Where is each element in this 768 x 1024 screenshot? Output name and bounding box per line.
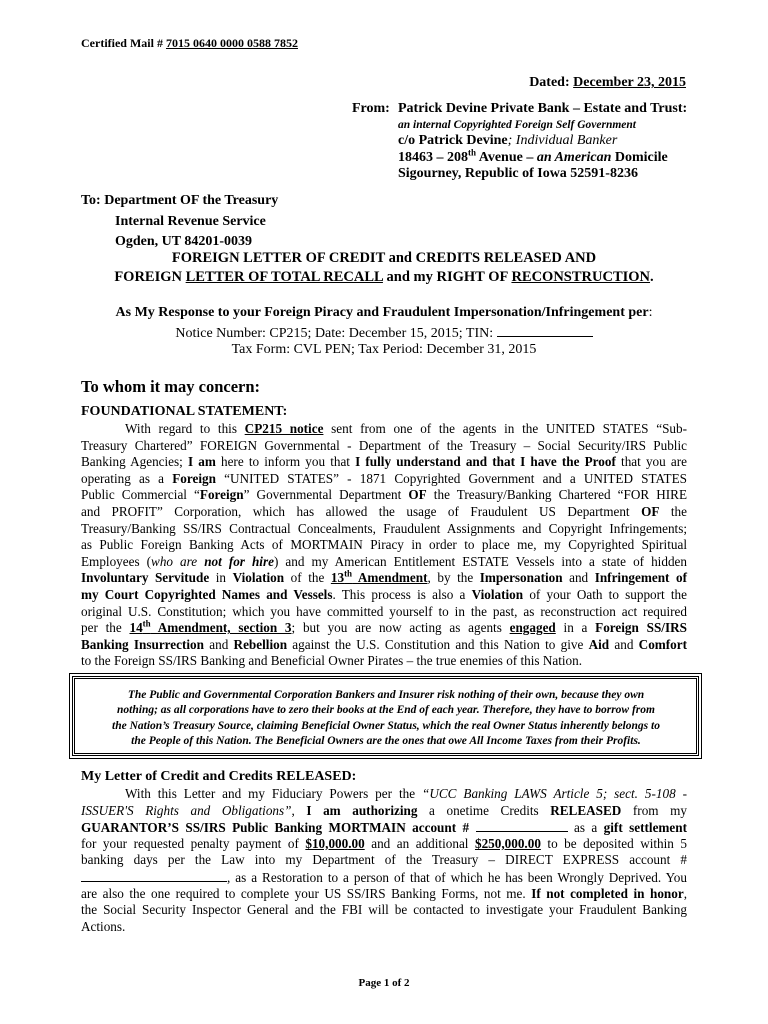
from-line-2: c/o Patrick Devine; Individual Banker: [398, 133, 618, 148]
direct-express-account-blank: [81, 869, 227, 882]
credit-heading: My Letter of Credit and Credits RELEASED:: [81, 769, 357, 784]
response-line-2: Notice Number: CP215; Date: December 15, 2015; TIN:: [80, 324, 688, 342]
from-label: From:: [352, 101, 390, 116]
foundational-paragraph: With regard to this CP215 notice sent from one of the agents in the UNITED STATES “Sub- Treasury Chartered” FOREIGN Governmental - Department of the Treasury – Social Security/IRS Public Banking Agencies; I am here to inform you that I fully understand and that I have the Proof that you are operating as a Foreign “UNITED STATES” - 1871 Copyrighted Government and a UNITED STATES Public Commercial “Foreign” Governmental Department OF the Treasury/Banking Chartered “FOR HIRE and PROFIT” Corporation, which has allowed the usage of Fraudulent US Department OF the Treasury/Banking SS/IRS Contractual Concealments, Fraudulent Assignments and Copyright Infringements; as Public Foreign Banking Acts of MORTMAIN Piracy in order to place me, my Copyrighted Spiritual Employees (who are not for hire) and my American Entitlement ESTATE Vessels into a state of hidden Involuntary Servitude in Violation of the 13th Amendment, by the Impersonation and Infringement of my Court Copyrighted Names and Vessels. This process is also a Violation of your Oath to support the original U.S. Constitution; which you have committed yourself to in the past, as reconstruction act required per the 14th Amendment, section 3; but you are now acting as agents engaged in a Foreign SS/IRS Banking Insurrection and Rebellion against the U.S. Constitution and this Nation to give Aid and Comfort to the Foreign SS/IRS Banking and Beneficial Owner Pirates – the true enemies of this Nation.: [81, 421, 688, 669]
credit-paragraph: With this Letter and my Fiduciary Powers per the “UCC Banking LAWS Article 5; sect. 5-108 - ISSUER'S Rights and Obligations”, I am authorizing a onetime Credits RELEASED from my GUARANTOR’S SS/IRS Public Banking MORTMAIN account # as a gift settlement for your requested penalty payment of $10,000.00 and an additional $250,000.00 to be deposited within 5 banking days per the Law into my Department of the Treasury – DIRECT EXPRESS account # , as a Restoration to a person of that of which he has been Wrongly Deprived. You are also the one required to complete your US SS/IRS Banking Forms, not me. If not completed in honor, the Social Security Inspector General and the FBI will be contacted to investigate your Fraudulent Banking Actions.: [81, 786, 688, 934]
salutation: To whom it may concern:: [81, 377, 261, 396]
from-line-4: Sigourney, Republic of Iowa 52591-8236: [398, 166, 638, 181]
to-line-1: To: Department OF the Treasury: [81, 193, 279, 208]
boxed-notice-text: The Public and Governmental Corporation Bankers and Insurer risk nothing of their own, because they own nothing; as all corporations have to zero their books at the End of each year. Therefore, they have to borrow from the Nation’s Treasury Source, claiming Beneficial Owner Status, which the real Owner Status inherently belongs to the People of this Nation. The Beneficial Owners are the ones that owe All Income Taxes from their Profits.: [112, 689, 660, 747]
certified-mail-line: Certified Mail # 7015 0640 0000 0588 7852: [81, 36, 298, 50]
letter-title-line-2: FOREIGN LETTER OF TOTAL RECALL and my RIGHT OF RECONSTRUCTION.: [114, 269, 654, 285]
date-line: Dated: December 23, 2015: [529, 75, 686, 90]
to-address: [81, 191, 278, 253]
certified-mail-number: 7015 0640 0000 0588 7852: [165, 36, 298, 50]
from-name: Patrick Devine Private Bank – Estate and Trust:: [398, 101, 688, 116]
response-line-3: Tax Form: CVL PEN; Tax Period: December 31, 2015: [231, 342, 537, 357]
letter-title-line-1: FOREIGN LETTER OF CREDIT and CREDITS RELEASED AND: [171, 250, 597, 266]
guarantor-account-blank: [476, 819, 568, 832]
to-line-3: Ogden, UT 84201-0039: [115, 234, 253, 249]
date-value: December 23, 2015: [573, 75, 686, 90]
tin-blank: [497, 324, 593, 337]
to-line-2: Internal Revenue Service: [115, 213, 266, 229]
from-subtitle: an internal Copyrighted Foreign Self Government: [398, 119, 637, 131]
from-line-3: 18463 – 208th Avenue – an American Domicile: [398, 147, 668, 165]
foundational-heading: FOUNDATIONAL STATEMENT:: [81, 404, 288, 419]
response-line-1: As My Response to your Foreign Piracy and Fraudulent Impersonation/Infringement per:: [115, 305, 653, 320]
page-number: Page 1 of 2: [358, 977, 410, 989]
